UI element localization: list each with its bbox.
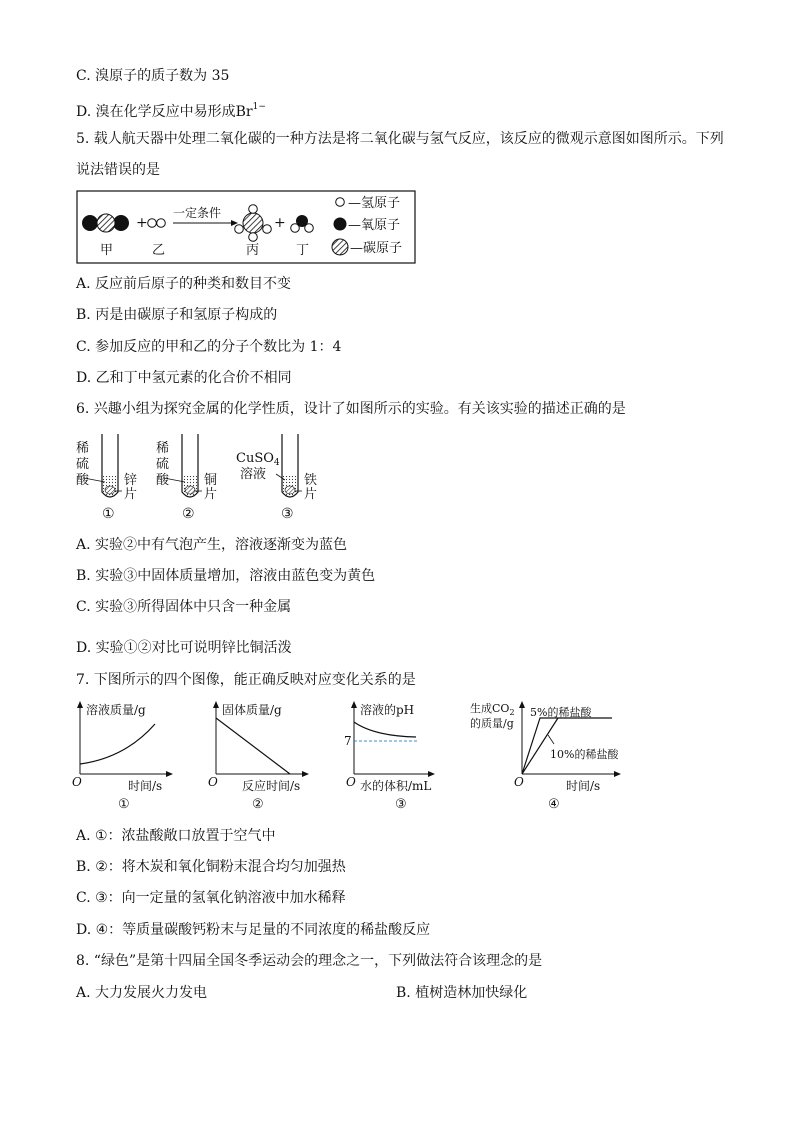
- tube3-number: ③: [281, 506, 294, 522]
- tube1-metal-1: 锌: [124, 473, 138, 488]
- graph3-number: ③: [395, 797, 407, 812]
- graph-3: [344, 701, 435, 812]
- reaction-condition: 一定条件: [173, 206, 222, 220]
- tube3-metal-1: 铁: [304, 473, 318, 488]
- graph4-xlabel: 时间/s: [566, 779, 601, 793]
- label-yi: 乙: [152, 243, 166, 258]
- graph2-origin: O: [208, 775, 218, 789]
- legend-oxygen: —氧原子: [348, 218, 401, 233]
- q6-test-tube-diagram: [72, 430, 342, 524]
- graph2-line: [216, 718, 290, 774]
- graph3-origin: O: [346, 775, 356, 789]
- graph3-ylabel: 溶液的pH: [360, 703, 415, 717]
- q7-option-c: C. ③：向一定量的氢氧化钠溶液中加水稀释: [76, 890, 346, 906]
- label-bing: 丙: [246, 243, 260, 258]
- tube3-reagent-line2: 溶液: [240, 467, 267, 482]
- legend-oxygen-icon: [334, 218, 347, 231]
- q5-stem-line1: 5. 载人航天器中处理二氧化碳的一种方法是将二氧化碳与氢气反应，该反应的微观示意图如图所示。下列: [76, 131, 724, 147]
- q8-stem: 8. “绿色”是第十四届全国冬季运动会的理念之一，下列做法符合该理念的是: [76, 953, 543, 969]
- q5-option-d: D. 乙和丁中氢元素的化合价不相同: [76, 370, 292, 386]
- graph1-ylabel: 溶液质量/g: [86, 703, 146, 717]
- test-tube-1: [84, 434, 122, 497]
- graph4-ylabel-line1: 生成$CO_2$: [470, 702, 515, 717]
- graph4-series-10pct: [522, 718, 558, 774]
- tube1-number: ①: [102, 506, 115, 522]
- plus-sign-1: +: [136, 215, 148, 231]
- q6-option-d: D. 实验①②对比可说明锌比铜活泼: [76, 640, 292, 656]
- graph1-number: ①: [118, 797, 130, 812]
- graph4-series-label-5pct: 5%的稀盐酸: [530, 706, 592, 719]
- copper-piece-icon: [185, 486, 195, 494]
- legend-carbon-icon: [332, 239, 348, 255]
- prev-option-d-charge: 1−: [252, 102, 266, 112]
- tube3-reagent-line1: CuSO$_4$: [236, 451, 280, 468]
- tube1-reagent-3: 酸: [76, 473, 90, 488]
- zinc-piece-icon: [105, 486, 115, 494]
- legend-carbon: —碳原子: [350, 241, 403, 256]
- iron-piece-icon: [285, 486, 295, 494]
- q6-option-a: A. 实验②中有气泡产生，溶液逐渐变为蓝色: [76, 537, 348, 553]
- graph2-xlabel: 反应时间/s: [242, 779, 301, 793]
- graph1-xlabel: 时间/s: [128, 779, 163, 793]
- graph-4: [470, 701, 621, 812]
- q7-option-b: B. ②：将木炭和氧化铜粉末混合均匀加强热: [76, 859, 346, 875]
- q5-option-a: A. 反应前后原子的种类和数目不变: [76, 276, 292, 292]
- label-jia: 甲: [100, 243, 114, 258]
- tube1-reagent-2: 硫: [76, 457, 90, 472]
- molecule-ch4-bing: [235, 205, 272, 242]
- graph2-ylabel: 固体质量/g: [222, 703, 282, 717]
- graph3-level-label: 7: [344, 734, 352, 748]
- label-ding: 丁: [296, 243, 310, 258]
- test-tube-2: [164, 434, 202, 497]
- tube2-metal-2: 片: [204, 487, 218, 502]
- test-tube-3: [276, 434, 302, 497]
- prev-option-d-text: D. 溴在化学反应中易形成Br: [76, 104, 253, 120]
- molecule-h2o-ding: [291, 215, 314, 232]
- q8-option-a: A. 大力发展火力发电: [76, 985, 208, 1001]
- tube1-metal-2: 片: [124, 487, 138, 502]
- q6-option-b: B. 实验③中固体质量增加，溶液由蓝色变为黄色: [76, 568, 376, 584]
- molecule-co2-jia: [82, 214, 129, 232]
- prev-option-c: C. 溴原子的质子数为 35: [76, 68, 230, 84]
- graph4-origin: O: [514, 775, 524, 789]
- q7-option-d: D. ④：等质量碳酸钙粉末与足量的不同浓度的稀盐酸反应: [76, 922, 431, 938]
- tube1-reagent-1: 稀: [76, 441, 90, 456]
- q8-option-b: B. 植树造林加快绿化: [396, 985, 528, 1001]
- tube2-reagent-1: 稀: [156, 441, 170, 456]
- q5-reaction-diagram: [76, 190, 416, 266]
- graph3-curve: [354, 722, 416, 737]
- tube2-number: ②: [182, 506, 195, 522]
- legend-hydrogen-icon: [336, 198, 345, 207]
- graph2-number: ②: [252, 797, 264, 812]
- tube3-metal-2: 片: [304, 487, 318, 502]
- graph1-origin: O: [72, 775, 82, 789]
- q5-option-b: B. 丙是由碳原子和氢原子构成的: [76, 307, 278, 323]
- q6-stem: 6. 兴趣小组为探究金属的化学性质，设计了如图所示的实验。有关该实验的描述正确的是: [76, 401, 626, 417]
- graph4-series-5pct: [522, 718, 612, 774]
- prev-option-d: [76, 97, 266, 122]
- q5-stem-line2: 说法错误的是: [76, 162, 160, 178]
- tube2-metal-1: 铜: [204, 473, 218, 488]
- plus-sign-2: +: [274, 215, 286, 231]
- q7-stem: 7. 下图所示的四个图像，能正确反映对应变化关系的是: [76, 672, 416, 688]
- graph4-ylabel-line2: 的质量/g: [470, 717, 514, 730]
- tube2-reagent-3: 酸: [156, 473, 170, 488]
- legend-hydrogen: —氢原子: [348, 196, 401, 211]
- tube2-reagent-2: 硫: [156, 457, 170, 472]
- q7-option-a: A. ①：浓盐酸敞口放置于空气中: [76, 828, 276, 844]
- graph-2: [208, 701, 309, 812]
- q7-graphs: [70, 700, 640, 818]
- graph-1: [72, 701, 173, 812]
- graph1-curve: [80, 724, 155, 764]
- graph4-number: ④: [548, 797, 560, 812]
- graph4-series-label-10pct: 10%的稀盐酸: [550, 748, 619, 761]
- molecule-h2-yi: [148, 219, 166, 228]
- q6-option-c: C. 实验③所得固体中只含一种金属: [76, 599, 292, 615]
- q5-option-c: C. 参加反应的甲和乙的分子个数比为 1：4: [76, 339, 342, 355]
- graph3-xlabel: 水的体积/mL: [360, 779, 432, 793]
